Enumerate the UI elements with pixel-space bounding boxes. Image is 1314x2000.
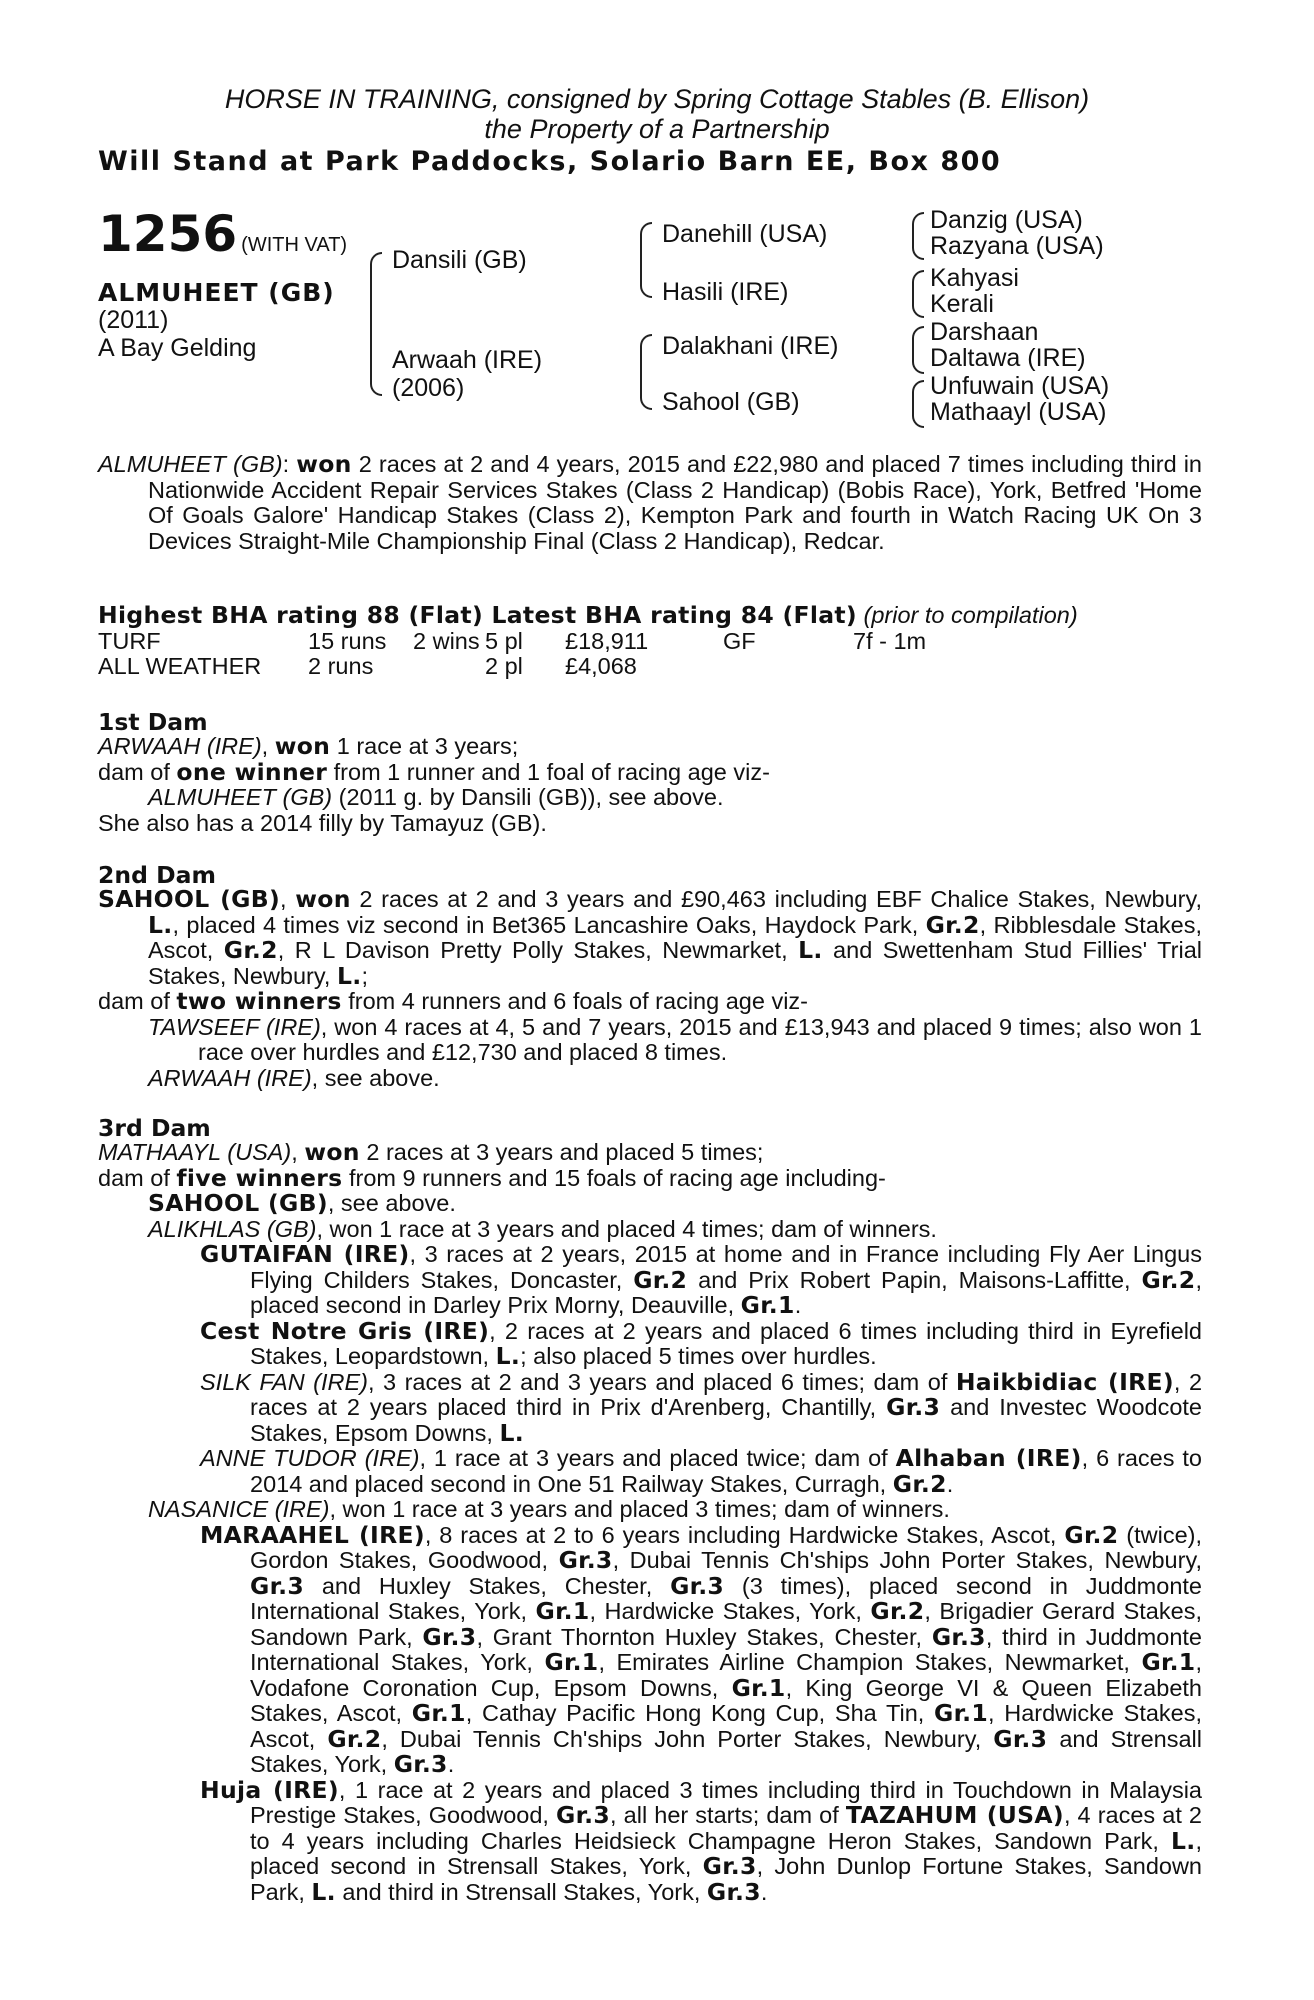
table-row: TURF 15 runs 2 wins 5 pl £18,911 GF 7f - 1m [98, 627, 927, 654]
pedigree-dam-year: (2006) [392, 374, 465, 402]
pedigree-sire-sire: Danehill (USA) [662, 220, 828, 248]
dam1-block: ARWAAH (IRE), won 1 race at 3 years; dam of one winner from 1 runner and 1 foal of racing age viz- ALMUHEET (GB) (2011 g. by Dansili (GB)), see above. She also has a 2014 filly by Tamayuz (GB). [98, 732, 770, 836]
ratings-bold: Highest BHA rating 88 (Flat) Latest BHA rating 84 (Flat) [98, 601, 857, 629]
pedigree-dam-sire: Dalakhani (IRE) [662, 332, 839, 360]
brace [912, 380, 924, 428]
lot-number: 1256 (WITH VAT) [98, 205, 348, 263]
brace [912, 270, 924, 318]
section-2nd-dam: 2nd Dam [98, 861, 216, 889]
pedigree-sd-dam: Kerali [930, 290, 994, 318]
pedigree-sire: Dansili (GB) [392, 246, 527, 274]
header-property: the Property of a Partnership [484, 114, 830, 144]
pedigree-ss-sire: Danzig (USA) [930, 206, 1083, 234]
brace [912, 212, 924, 260]
pedigree-dd-sire: Unfuwain (USA) [930, 372, 1110, 400]
horse-summary: ALMUHEET (GB): won 2 races at 2 and 4 years, 2015 and £22,980 and placed 7 times including third in Nationwide Accident Repair Services Stakes (Class 2 Handicap) (Bobis Race), York, Betfred 'Home Of Goals Galore' Handicap Stakes (Class 2), Kempton Park and fourth in Watch Racing UK On 3 Devices Straight-Mile Championship Final (Class 2 Handicap), Redcar. [98, 450, 1202, 554]
pedigree-dam: Arwaah (IRE) [392, 346, 543, 374]
pedigree-ds-sire: Darshaan [930, 318, 1039, 346]
brace [640, 334, 652, 410]
pedigree-sd-sire: Kahyasi [930, 264, 1019, 292]
horse-description: A Bay Gelding [98, 334, 257, 362]
ratings [98, 603, 1202, 680]
ratings-note: (prior to compilation) [863, 602, 1078, 628]
pedigree-dd-dam: Mathaayl (USA) [930, 398, 1107, 426]
horse-name: ALMUHEET (GB) [98, 278, 335, 307]
pedigree-sire-dam: Hasili (IRE) [662, 278, 789, 306]
header-location: Will Stand at Park Paddocks, Solario Barn EE, Box 800 [98, 146, 1002, 177]
brace [640, 222, 652, 298]
brace [370, 252, 382, 396]
section-1st-dam: 1st Dam [98, 708, 208, 736]
pedigree-dam-dam: Sahool (GB) [662, 388, 800, 416]
section-3rd-dam: 3rd Dam [98, 1114, 211, 1142]
brace [912, 326, 924, 374]
dam3-block: MATHAAYL (USA), won 2 races at 3 years and placed 5 times; dam of five winners from 9 runners and 15 foals of racing age including- SAHOOL (GB), see above. ALIKHLAS (GB), won 1 race at 3 years and placed 4 times; dam of winners. GUTAIFAN (IRE), 3 races at 2 years, 2015 at home and in France including Fly Aer Lingus Flying Childers Stakes, Doncaster, Gr.2 and Prix Robert Papin, Maisons-Laffitte, Gr.2, placed second in Darley Prix Morny, Deauville, Gr.1. Cest Notre Gris (IRE), 2 races at 2 years and placed 6 times including third in Eyrefield Stakes, Leopardstown, L.; also placed 5 times over hurdles. SILK FAN (IRE), 3 races at 2 and 3 years and placed 6 times; dam of Haikbidiac (IRE), 2 races at 2 years placed third in Prix d'Arenberg, Chantilly, Gr.3 and Investec Woodcote Stakes, Epsom Downs, L. ANNE TUDOR (IRE), 1 race at 3 years and placed twice; dam of Alhaban (IRE), 6 races to 2014 and placed second in One 51 Railway Stakes, Curragh, Gr.2. NASANICE (IRE), won 1 race at 3 years and placed 3 times; dam of winners. MARAAHEL (IRE), 8 races at 2 to 6 years including Hardwicke Stakes, Ascot, Gr.2 (twice), Gordon Stakes, Goodwood, Gr.3, Dubai Tennis Ch'ships John Porter Stakes, Newbury, Gr.3 and Huxley Stakes, Chester, Gr.3 (3 times), placed second in Juddmonte International Stakes, York, Gr.1, Hardwicke Stakes, York, Gr.2, Brigadier Gerard Stakes, Sandown Park, Gr.3, Grant Thornton Huxley Stakes, Chester, Gr.3, third in Juddmonte International Stakes, York, Gr.1, Emirates Airline Champion Stakes, Newmarket, Gr.1, Vodafone Coronation Cup, Epsom Downs, Gr.1, King George VI & Queen Elizabeth Stakes, Ascot, Gr.1, Cathay Pacific Hong Kong Cup, Sha Tin, Gr.1, Hardwicke Stakes, Ascot, Gr.2, Dubai Tennis Ch'ships John Porter Stakes, Newbury, Gr.3 and Strensall Stakes, York, Gr.3. Huja (IRE), 1 race at 2 years and placed 3 times including third in Touchdown in Malaysia Prestige Stakes, Goodwood, Gr.3, all her starts; dam of TAZAHUM (USA), 4 races at 2 to 4 years including Charles Heidsieck Champagne Heron Stakes, Sandown Park, L., placed second in Strensall Stakes, York, Gr.3, John Dunlop Fortune Stakes, Sandown Park, L. and third in Strensall Stakes, York, Gr.3. [98, 1138, 1203, 1906]
horse-year: (2011) [98, 306, 169, 334]
table-row: ALL WEATHER 2 runs 2 pl £4,068 [98, 653, 637, 679]
header-consignor: HORSE IN TRAINING, consigned by Spring Cottage Stables (B. Ellison) [224, 84, 1090, 114]
performance-table [98, 629, 926, 680]
dam2-block: SAHOOL (GB), won 2 races at 2 and 3 years and £90,463 including EBF Chalice Stakes, Newbury, L., placed 4 times viz second in Bet365 Lancashire Oaks, Haydock Park, Gr.2, Ribblesdale Stakes, Ascot, Gr.2, R L Davison Pretty Polly Stakes, Newmarket, L. and Swettenham Stud Fillies' Trial Stakes, Newbury, L.; dam of two winners from 4 runners and 6 foals of racing age viz- TAWSEEF (IRE), won 4 races at 4, 5 and 7 years, 2015 and £13,943 and placed 9 times; also won 1 race over hurdles and £12,730 and placed 8 times. ARWAAH (IRE), see above. [98, 885, 1203, 1091]
vat-note: (WITH VAT) [241, 234, 348, 256]
pedigree-ss-dam: Razyana (USA) [930, 232, 1104, 260]
pedigree-ds-dam: Daltawa (IRE) [930, 344, 1086, 372]
